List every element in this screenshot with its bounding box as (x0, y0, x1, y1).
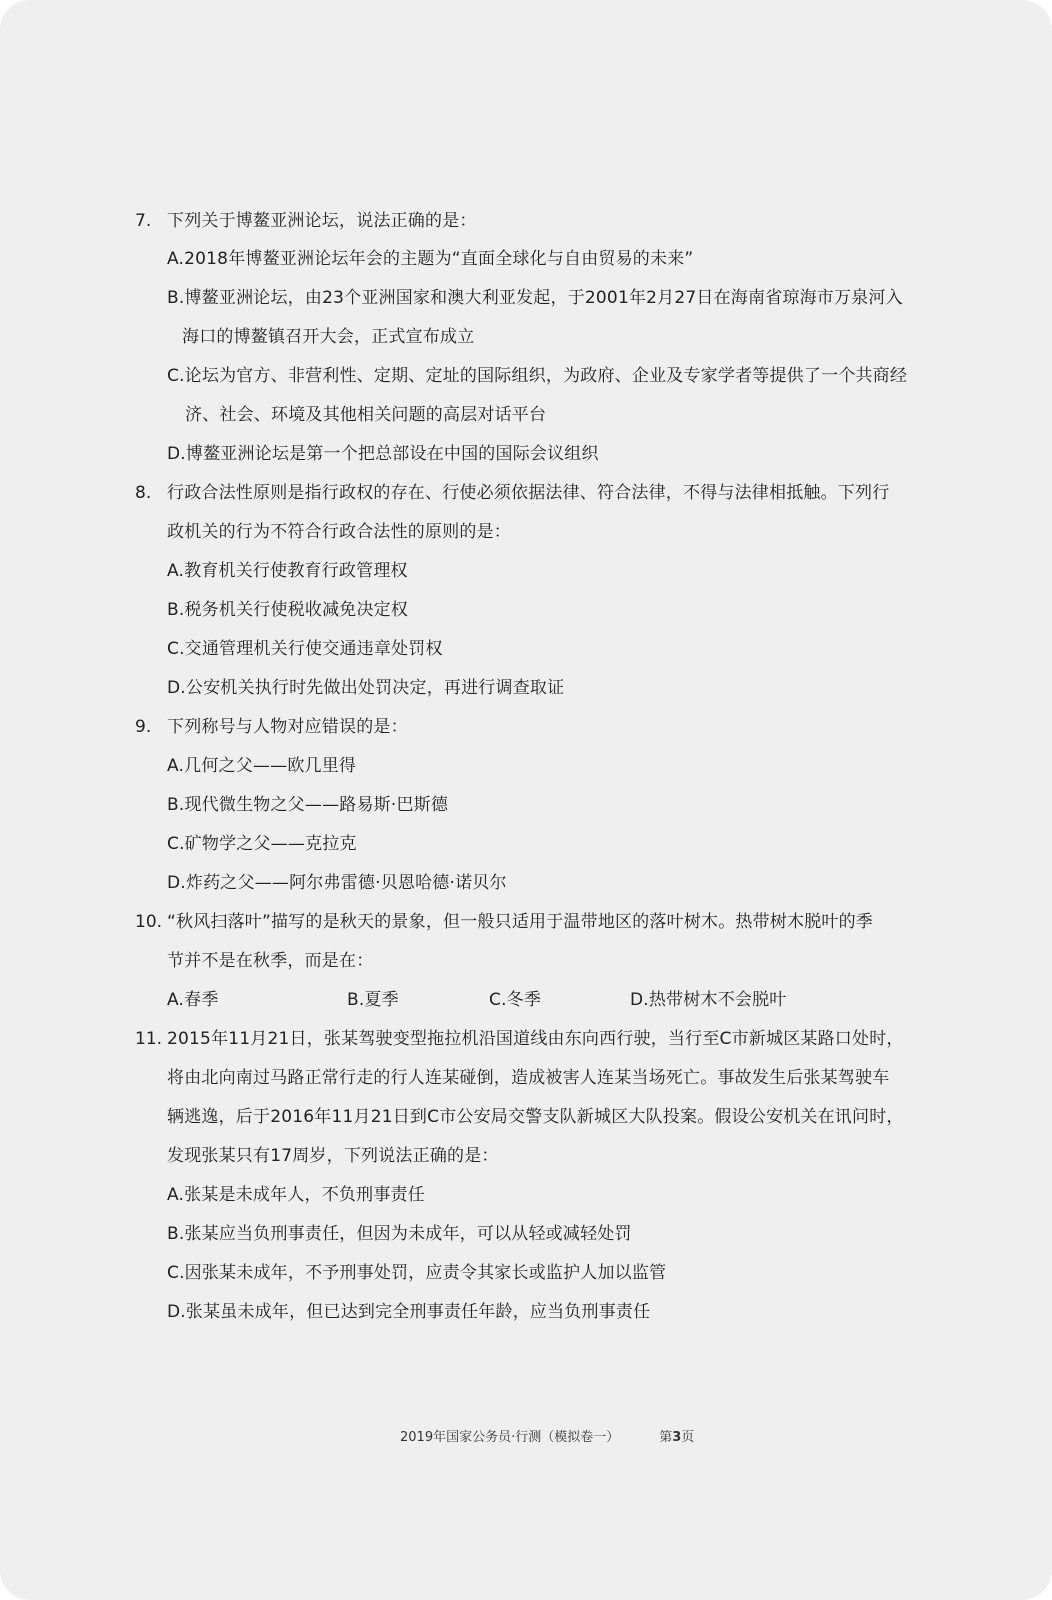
footer-title: 2019年国家公务员·行测（模拟卷一） (400, 1430, 620, 1445)
question-7-option-b: B.博鳌亚洲论坛，由23个亚洲国家和澳大利亚发起，于2001年2月27日在海南省琼海市万泉河入 (167, 288, 903, 308)
question-8-option-c: C.交通管理机关行使交通违章处罚权 (167, 639, 443, 659)
question-11-option-b: B.张某应当负刑事责任，但因为未成年，可以从轻或减轻处罚 (167, 1224, 632, 1244)
question-10-number: 10. (135, 912, 163, 932)
question-7-option-c-cont: 济、社会、环境及其他相关问题的高层对话平台 (185, 405, 547, 425)
question-10-option-d: D.热带树木不会脱叶 (630, 990, 787, 1010)
question-11-option-d: D.张某虽未成年，但已达到完全刑事责任年龄，应当负刑事责任 (167, 1302, 651, 1322)
question-11-stem: 2015年11月21日，张某驾驶变型拖拉机沿国道线由东向西行驶，当行至C市新城区某路口处时， (167, 1029, 904, 1049)
question-8-option-b: B.税务机关行使税收减免决定权 (167, 600, 409, 620)
page-footer (400, 1429, 694, 1447)
question-9-number: 9. (135, 717, 152, 737)
page-number: 3 (672, 1430, 682, 1445)
question-11-option-a: A.张某是未成年人，不负刑事责任 (167, 1185, 425, 1205)
question-7-stem: 下列关于博鳌亚洲论坛，说法正确的是： (167, 211, 477, 231)
question-10-stem-cont: 节并不是在秋季，而是在： (167, 951, 374, 971)
question-7-option-c: C.论坛为官方、非营利性、定期、定址的国际组织，为政府、企业及专家学者等提供了一个共商经 (167, 366, 908, 386)
question-7-option-b-cont: 海口的博鳌镇召开大会，正式宣布成立 (182, 327, 475, 347)
question-9-stem: 下列称号与人物对应错误的是： (167, 717, 408, 737)
page-prefix: 第 (659, 1430, 673, 1445)
page-number-label (659, 1430, 694, 1445)
question-9-option-a: A.几何之父——欧几里得 (167, 756, 357, 776)
question-11-stem-cont-2: 辆逃逸，后于2016年11月21日到C市公安局交警支队新城区大队投案。假设公安机关在讯问时， (167, 1107, 904, 1127)
question-8-option-d: D.公安机关执行时先做出处罚决定，再进行调查取证 (167, 678, 565, 698)
question-8-option-a: A.教育机关行使教育行政管理权 (167, 561, 408, 581)
page-suffix: 页 (681, 1430, 695, 1445)
question-9-option-d: D.炸药之父——阿尔弗雷德·贝恩哈德·诺贝尔 (167, 873, 507, 893)
question-9-option-c: C.矿物学之父——克拉克 (167, 834, 357, 854)
question-7-option-a: A.2018年博鳌亚洲论坛年会的主题为“直面全球化与自由贸易的未来” (167, 249, 694, 269)
question-11-number: 11. (135, 1029, 163, 1049)
question-8-stem: 行政合法性原则是指行政权的存在、行使必须依据法律、符合法律，不得与法律相抵触。下列行 (167, 483, 890, 503)
question-11-stem-cont-3: 发现张某只有17周岁，下列说法正确的是： (167, 1146, 499, 1166)
question-10-option-c: C.冬季 (489, 990, 542, 1010)
question-10-option-a: A.春季 (167, 990, 219, 1010)
question-11-stem-cont-1: 将由北向南过马路正常行走的行人连某碰倒，造成被害人连某当场死亡。事故发生后张某驾驶车 (167, 1068, 890, 1088)
question-8-stem-cont: 政机关的行为不符合行政合法性的原则的是： (167, 522, 511, 542)
question-8-number: 8. (135, 483, 152, 503)
question-10-option-b: B.夏季 (347, 990, 399, 1010)
question-9-option-b: B.现代微生物之父——路易斯·巴斯德 (167, 795, 449, 815)
question-11-option-c: C.因张某未成年，不予刑事处罚，应责令其家长或监护人加以监管 (167, 1263, 667, 1283)
question-7-number: 7. (135, 211, 152, 231)
question-7-option-d: D.博鳌亚洲论坛是第一个把总部设在中国的国际会议组织 (167, 444, 599, 464)
question-10-stem: “秋风扫落叶”描写的是秋天的景象，但一般只适用于温带地区的落叶树木。热带树木脱叶的季 (167, 912, 874, 932)
